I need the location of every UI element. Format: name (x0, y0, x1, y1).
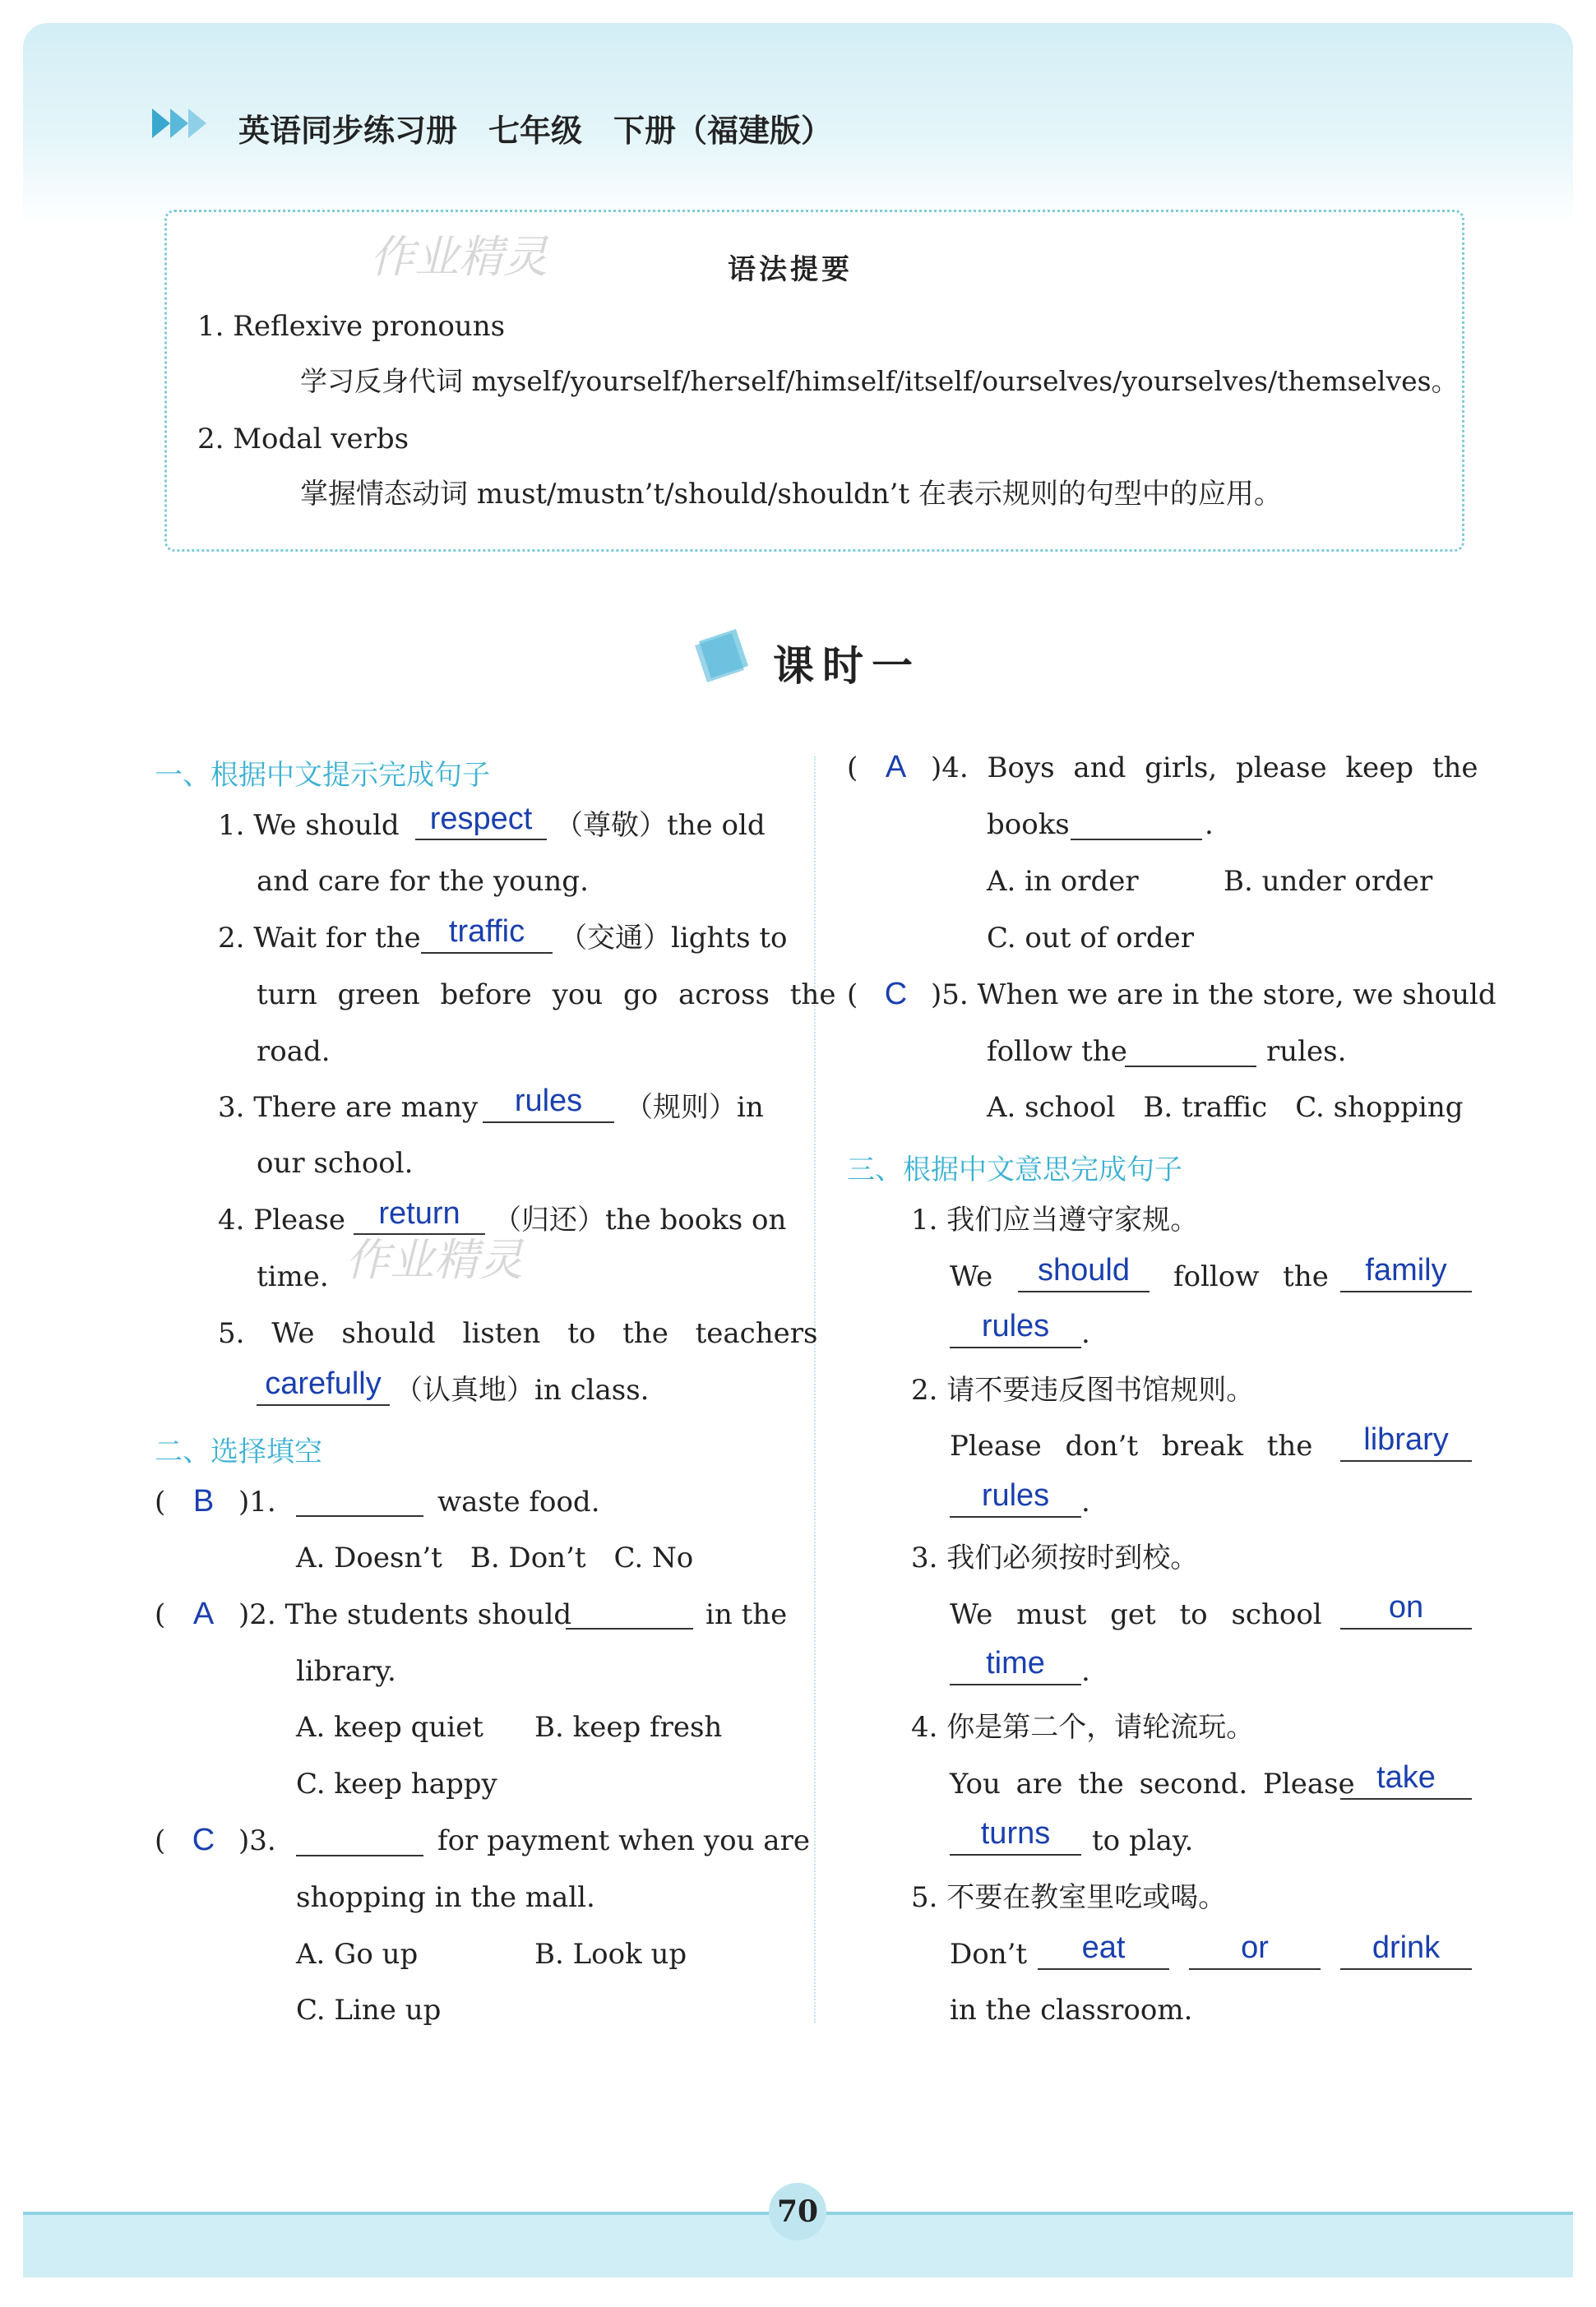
s2-q3-paren: ( (155, 1824, 166, 1857)
s2-q1-paren: ( (155, 1486, 166, 1519)
s1-q4-line2: time. (257, 1260, 329, 1293)
s3-q2-dot: . (1081, 1486, 1090, 1519)
watermark-2: 作业精灵 (345, 1234, 523, 1286)
s3-q4-cn: 4. 你是第二个，请轮流玩。 (911, 1711, 1255, 1744)
s2-q5-line2: follow the (987, 1035, 1127, 1068)
s2-q2-answer: A (192, 1597, 215, 1631)
s3-q2-blank1 (1340, 1460, 1472, 1462)
s1-q5-end: （认真地）in class. (395, 1374, 650, 1407)
s2-q2-optB: B. keep fresh (534, 1711, 723, 1744)
s1-q3-answer: rules (514, 1084, 583, 1118)
s2-q2-blank (566, 1628, 693, 1630)
s3-q1-blank2 (1340, 1291, 1472, 1292)
s1-q3-line2: our school. (257, 1147, 414, 1180)
s1-q1-end: （尊敬）the old (555, 809, 766, 842)
s2-q3-num: )3. (238, 1824, 276, 1857)
s1-q3-end: （规则）in (625, 1091, 764, 1124)
s2-q1-answer: B (192, 1484, 215, 1519)
s3-q5-cn: 5. 不要在教室里吃或喝。 (911, 1881, 1227, 1914)
s2-q3-optA: A. Go up (296, 1938, 419, 1971)
s1-q5-line1: 5. We should listen to the teachers (218, 1317, 818, 1350)
section1-title: 一、根据中文提示完成句子 (155, 759, 490, 792)
s3-q1-cn: 1. 我们应当遵守家规。 (911, 1204, 1199, 1237)
s3-q5-answer3: drink (1372, 1930, 1441, 1965)
s1-q1-blank (415, 839, 547, 840)
s2-q4-optA: A. in order (987, 865, 1139, 898)
s3-q5-b: in the classroom. (950, 1994, 1193, 2027)
lesson-title: 课时一 (773, 642, 921, 690)
s3-q1-blank3 (950, 1347, 1081, 1348)
s1-q1-start: 1. We should (218, 809, 400, 842)
s3-q1-a: We (950, 1260, 993, 1293)
s2-q4-line2: books (987, 808, 1070, 841)
s3-q5-a: Don’t (950, 1938, 1028, 1971)
s1-q2-line3: road. (257, 1035, 331, 1068)
s2-q5-blank (1125, 1066, 1256, 1067)
s3-q4-answer1: take (1376, 1760, 1436, 1795)
watermark: 作业精灵 (370, 231, 548, 283)
book-icon (691, 625, 756, 682)
s2-q4-blank (1071, 839, 1202, 840)
s3-q2-a: Please don’t break the (950, 1430, 1313, 1463)
s2-q5-answer: C (884, 977, 908, 1011)
grammar-item-2: 2. Modal verbs (197, 423, 409, 455)
s1-q2-blank (421, 952, 553, 954)
s3-q3-cn: 3. 我们必须按时到校。 (911, 1542, 1199, 1574)
s2-q4-num: )4. Boys and girls, please keep the (931, 751, 1478, 784)
s1-q4-start: 4. Please (218, 1204, 345, 1237)
section3-title: 三、根据中文意思完成句子 (847, 1154, 1182, 1186)
s1-q3-start: 3. There are many (218, 1091, 479, 1124)
s3-q1-dot: . (1081, 1317, 1090, 1350)
grammar-item-2-desc: 掌握情态动词 must/mustn’t/should/shouldn’t 在表示规则的句型中的应用。 (300, 478, 1282, 511)
section2-title: 二、选择填空 (155, 1436, 322, 1468)
s2-q2-optC: C. keep happy (296, 1768, 497, 1801)
s2-q2-optA: A. keep quiet (296, 1711, 483, 1744)
s3-q3-blank2 (950, 1684, 1081, 1685)
grammar-item-1-desc: 学习反身代词 myself/yourself/herself/himself/itself/ourselves/yourselves/themselves。 (300, 365, 1459, 397)
s2-q5-paren: ( (847, 978, 858, 1011)
s3-q4-answer2: turns (980, 1816, 1051, 1851)
s1-q3-blank (483, 1121, 614, 1123)
s3-q5-blank2 (1189, 1968, 1321, 1970)
s3-q5-blank3 (1340, 1968, 1472, 1970)
s1-q1-line2: and care for the young. (257, 865, 589, 898)
s1-q5-blank (257, 1404, 390, 1406)
s2-q5-options: A. school B. traffic C. shopping (987, 1091, 1464, 1124)
s2-q2-paren: ( (155, 1598, 166, 1631)
s2-q4-paren: ( (847, 751, 858, 784)
s2-q1-text: waste food. (437, 1486, 600, 1519)
grammar-title: 语法提要 (728, 253, 853, 286)
s2-q4-answer: A (885, 750, 907, 784)
s3-q4-blank1 (1340, 1798, 1472, 1800)
s3-q2-blank2 (950, 1516, 1081, 1518)
s3-q1-answer1: should (1038, 1253, 1130, 1288)
s2-q5-num: )5. When we are in the store, we should (931, 978, 1497, 1011)
s3-q4-b: to play. (1092, 1824, 1194, 1857)
s3-q1-blank1 (1018, 1291, 1150, 1292)
s3-q1-answer2: family (1365, 1253, 1447, 1288)
page-number: 70 (769, 2183, 826, 2240)
s1-q2-answer: traffic (448, 914, 525, 949)
s3-q4-a: You are the second. Please (950, 1768, 1355, 1801)
s2-q3-answer: C (192, 1823, 215, 1857)
s2-q1-num: )1. (238, 1486, 276, 1519)
header-title: 英语同步练习册 七年级 下册（福建版） (238, 113, 833, 149)
s2-q4-optC: C. out of order (987, 922, 1194, 955)
s2-q5-line2-end: rules. (1266, 1035, 1347, 1068)
s1-q2-start-text: 2. Wait for the (218, 922, 421, 955)
s3-q1-b: follow the (1173, 1260, 1329, 1293)
s2-q3-line2: shopping in the mall. (296, 1881, 595, 1914)
s2-q3-text: for payment when you are (437, 1824, 810, 1857)
column-divider (814, 756, 816, 2023)
s2-q3-optB: B. Look up (534, 1938, 687, 1971)
s3-q5-answer1: eat (1081, 1930, 1126, 1965)
s3-q3-dot: . (1081, 1655, 1090, 1688)
s2-q2-text: in the (705, 1598, 788, 1631)
s2-q2-line2: library. (296, 1655, 396, 1688)
s1-q5-answer: carefully (265, 1366, 382, 1401)
s3-q2-cn: 2. 请不要违反图书馆规则。 (911, 1374, 1255, 1407)
s3-q5-blank1 (1038, 1968, 1169, 1970)
s3-q3-answer1: on (1388, 1590, 1424, 1625)
s1-q4-end: （归还）the books on (493, 1204, 787, 1237)
s2-q3-blank (296, 1855, 423, 1856)
s2-q1-blank (296, 1515, 423, 1517)
arrow-icon (152, 105, 226, 141)
s3-q1-answer3: rules (981, 1309, 1050, 1343)
s3-q2-answer2: rules (981, 1478, 1050, 1513)
grammar-item-1: 1. Reflexive pronouns (197, 310, 506, 343)
s1-q2-end: （交通）lights to (559, 922, 788, 955)
s1-q1-answer: respect (429, 802, 533, 836)
s3-q3-answer2: time (986, 1646, 1045, 1681)
s2-q4-dot: . (1205, 808, 1214, 841)
s2-q2-num: )2. The students should (238, 1598, 572, 1631)
s1-q4-answer: return (378, 1196, 460, 1231)
s2-q3-optC: C. Line up (296, 1994, 442, 2027)
s2-q4-optB: B. under order (1224, 865, 1433, 898)
s2-q1-options: A. Doesn’t B. Don’t C. No (296, 1542, 694, 1574)
s3-q3-blank1 (1340, 1628, 1472, 1630)
s3-q2-answer1: library (1363, 1422, 1449, 1457)
s3-q3-a: We must get to school (950, 1598, 1322, 1631)
s3-q4-blank2 (950, 1854, 1081, 1856)
s3-q5-answer2: or (1241, 1930, 1269, 1965)
s1-q2-line2: turn green before you go across the (257, 978, 836, 1011)
